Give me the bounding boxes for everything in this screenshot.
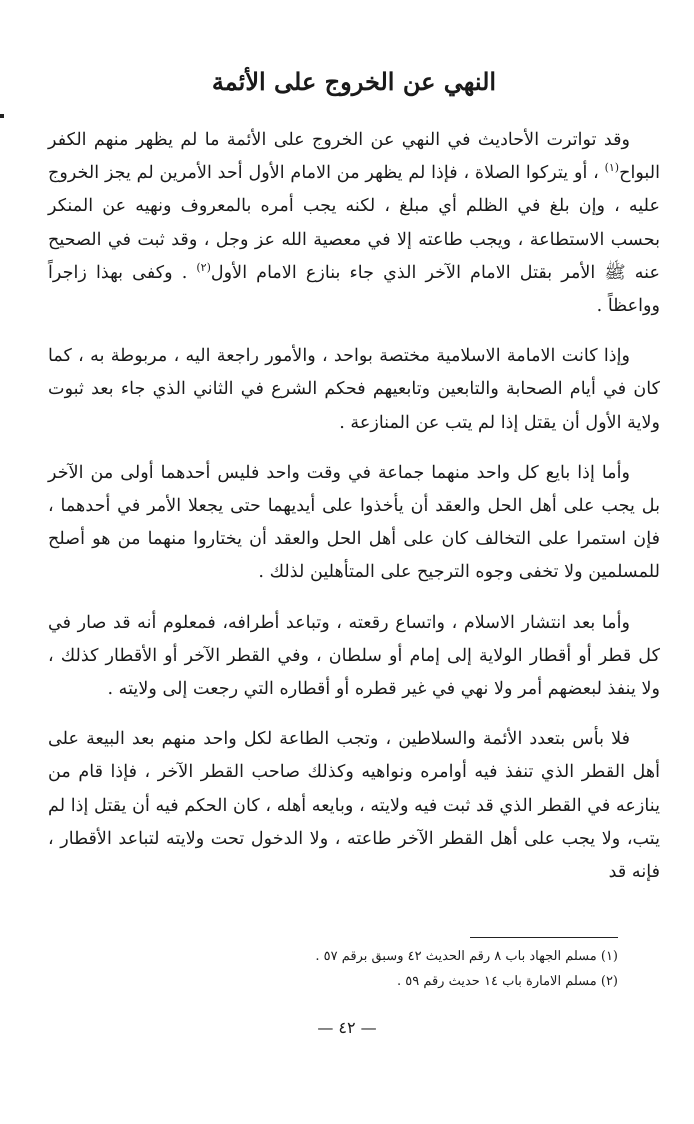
paragraph-4: وأما بعد انتشار الاسلام ، واتساع رقعته ، وتباعد أطرافه، فمعلوم أنه قد صار في كل قطر أو أقطار الولاية إلى إمام أو سلطان ، وفي القطر الآخر أو الأقطار كذلك ، ولا ينفذ لبعضهم أمر ولا نهي في غير قطره أو أقطاره التي رجعت إلى ولايته . (48, 612, 660, 700)
paragraph-1-text-b: ، أو يتركوا الصلاة ، فإذا لم يظهر من الامام الأول أحد الأمرين لم يجز الخروج عليه ، وإن بلغ في الظلم أي مبلغ ، لكنه يجب أمره بالمعروف ونهيه عن المنكر بحسب الاستطاعة ، ويجب طاعته إلا في معصية الله عز وجل ، وقد ثبت في الصحيح عنه ﷺ الأمر بقتل الامام الآخر الذي جاء بنازع الامام الأول (48, 163, 660, 283)
paragraph-3: وأما إذا بايع كل واحد منهما جماعة في وقت واحد فليس أحدهما أولى من الآخر بل يجب على أهل الحل والعقد أن يأخذوا على أيديهما حتى يجعلا الأمر في أحدهما ، فإن استمرا على التخالف كان على أهل الحل والعقد أن يختاروا منهما من هو أصلح للمسلمين ولا تخفى وجوه الترجيح على المتأهلين لذلك . (48, 462, 660, 583)
footnote-ref-2: (٢) (196, 260, 211, 274)
paragraph-1 (48, 124, 660, 323)
footnote-1: (١) مسلم الجهاد باب ٨ رقم الحديث ٤٢ وسبق برقم ٥٧ . (315, 949, 618, 964)
footnotes (150, 944, 618, 994)
paragraph-1-text-c: . وكفى بهذا زاجراً وواعظاً . (48, 262, 660, 317)
page-title: النهي عن الخروج على الأئمة (211, 67, 497, 96)
footnote-ref-1: (١) (604, 161, 620, 175)
paragraph-2: وإذا كانت الامامة الاسلامية مختصة بواحد ، والأمور راجعة اليه ، مربوطة به ، كما كان في أيام الصحابة والتابعين وتابعيهم فحكم الشرع في الثاني الذي جاء بعد ثبوت ولاية الأول أن يقتل إذا لم يتب عن المنازعة . (48, 346, 660, 433)
page-number: — ٤٢ — (317, 1018, 377, 1037)
footnote-2: (٢) مسلم الامارة باب ١٤ حديث رقم ٥٩ . (396, 974, 618, 989)
page-body (48, 62, 660, 906)
paragraph-5: فلا بأس بتعدد الأئمة والسلاطين ، وتجب الطاعة لكل واحد منهم بعد البيعة على أهل القطر الذي تنفذ فيه أوامره ونواهيه وكذلك صاحب القطر الآخر ، فإذا قام من ينازعه في القطر الذي قد ثبت فيه ولايته ، وبايعه أهله ، كان الحكم فيه أن يقتل إذا لم يتب، ولا يجب على أهل القطر الآخر طاعته ، ولا الدخول تحت ولايته لتباعد الأقطار ، فإنه قد (48, 729, 660, 883)
paragraph-1-text-a: وقد تواترت الأحاديث في النهي عن الخروج على الأئمة ما لم يظهر منهم الكفر البواح (48, 130, 660, 184)
footnote-divider (470, 937, 618, 938)
margin-mark (0, 114, 4, 118)
